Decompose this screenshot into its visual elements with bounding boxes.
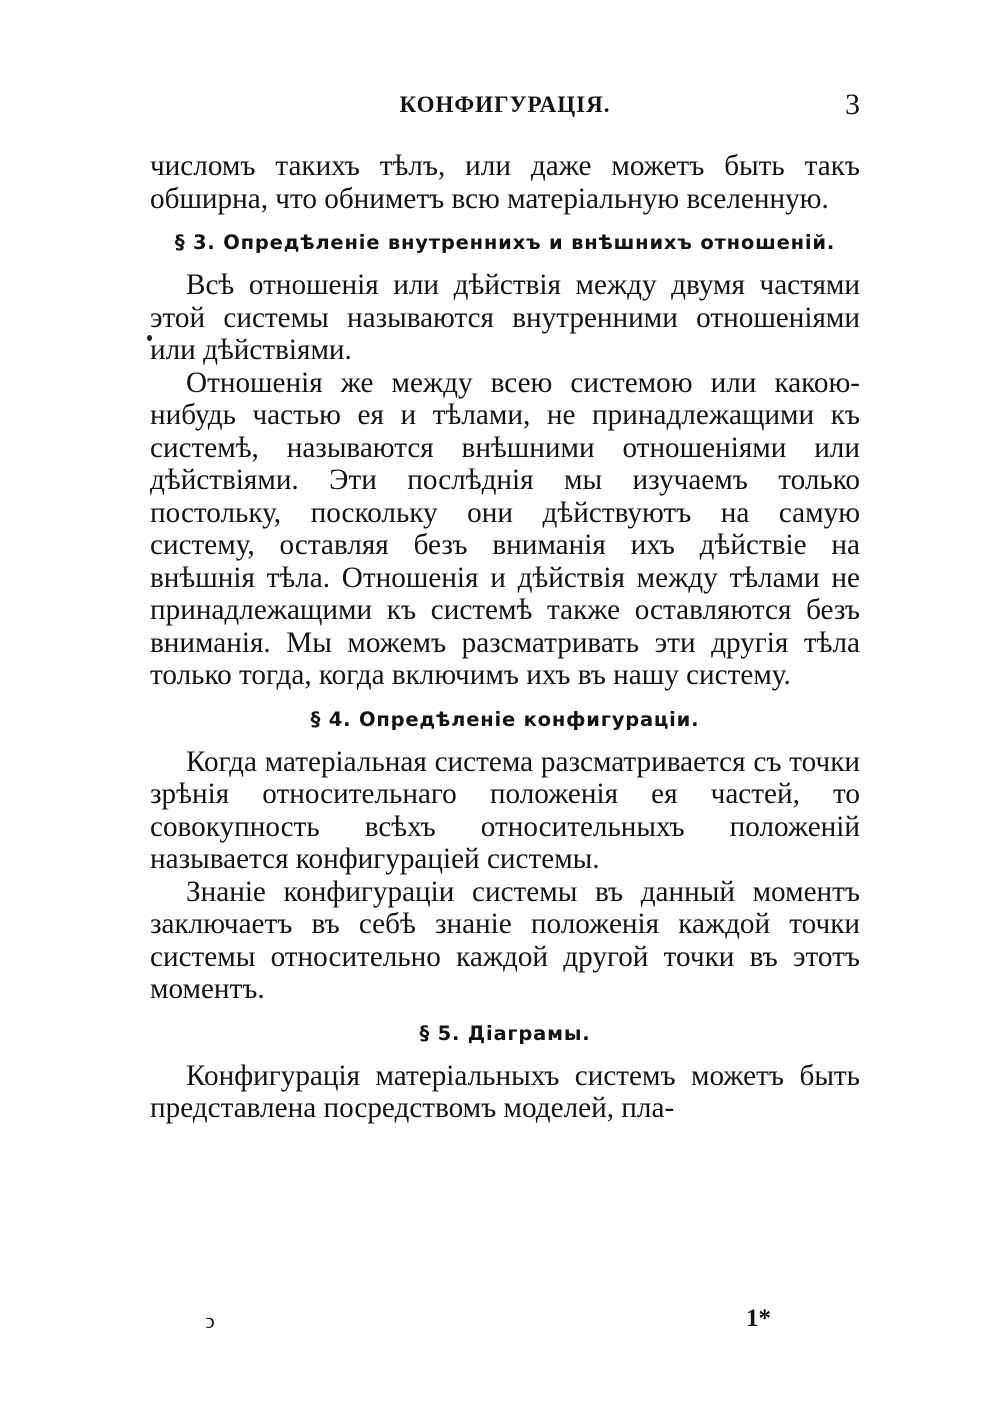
printer-signature-row bbox=[150, 1302, 860, 1338]
signature-mark: ↄ bbox=[205, 1308, 215, 1333]
continued-paragraph: числомъ такихъ тѣлъ, или даже можетъ быть такъ обширна, что обниметъ всю матеріальную вселенную. bbox=[150, 150, 860, 215]
page-body bbox=[150, 150, 860, 1125]
section-heading-4: § 4. Опредѣленіе конфигураціи. bbox=[310, 707, 700, 731]
section-3-paragraph-2: Отношенія же между всею системою или какою-нибудь частью ея и тѣлами, не принадлежащими къ системѣ, называются внѣшними отношеніями или дѣйствіями. Эти послѣднія мы изучаемъ только постольку, поскольку они дѣйствуютъ на самую систему, оставляя безъ вниманія ихъ дѣйствіе на внѣшнія тѣла. Отношенія и дѣйствія между тѣлами не принадлежащими къ системѣ также оставляются безъ вниманія. Мы можемъ разсматривать эти другія тѣла только тогда, когда включимъ ихъ въ нашу систему. bbox=[150, 366, 860, 691]
running-title: КОНФИГУРАЦІЯ. bbox=[399, 92, 611, 117]
page-number: 3 bbox=[845, 88, 860, 121]
section-4-paragraph-1: Когда матеріальная система разсматривается съ точки зрѣнія относительнаго положенія ея частей, то совокупность всѣхъ относительныхъ положеній называется конфигураціей системы. bbox=[150, 745, 860, 875]
signature-number: 1* bbox=[746, 1305, 771, 1332]
section-heading-5: § 5. Діаграмы. bbox=[419, 1021, 591, 1045]
section-3-paragraph-1: Всѣ отношенія или дѣйствія между двумя частями этой системы называются внутренними отношеніями или дѣйствіями. bbox=[150, 269, 860, 366]
section-5-paragraph-1: Конфигурація матеріальныхъ системъ можетъ быть представлена посредствомъ моделей, пла- bbox=[150, 1059, 860, 1124]
section-4-paragraph-2: Знаніе конфигураціи системы въ данный моментъ заключаетъ въ себѣ знаніе положенія каждой точки системы относительно каждой другой точки въ этотъ моментъ. bbox=[150, 875, 860, 1005]
section-heading-3: § 3. Опредѣленіе внутреннихъ и внѣшнихъ отношеній. bbox=[174, 231, 836, 254]
running-head bbox=[150, 88, 860, 122]
